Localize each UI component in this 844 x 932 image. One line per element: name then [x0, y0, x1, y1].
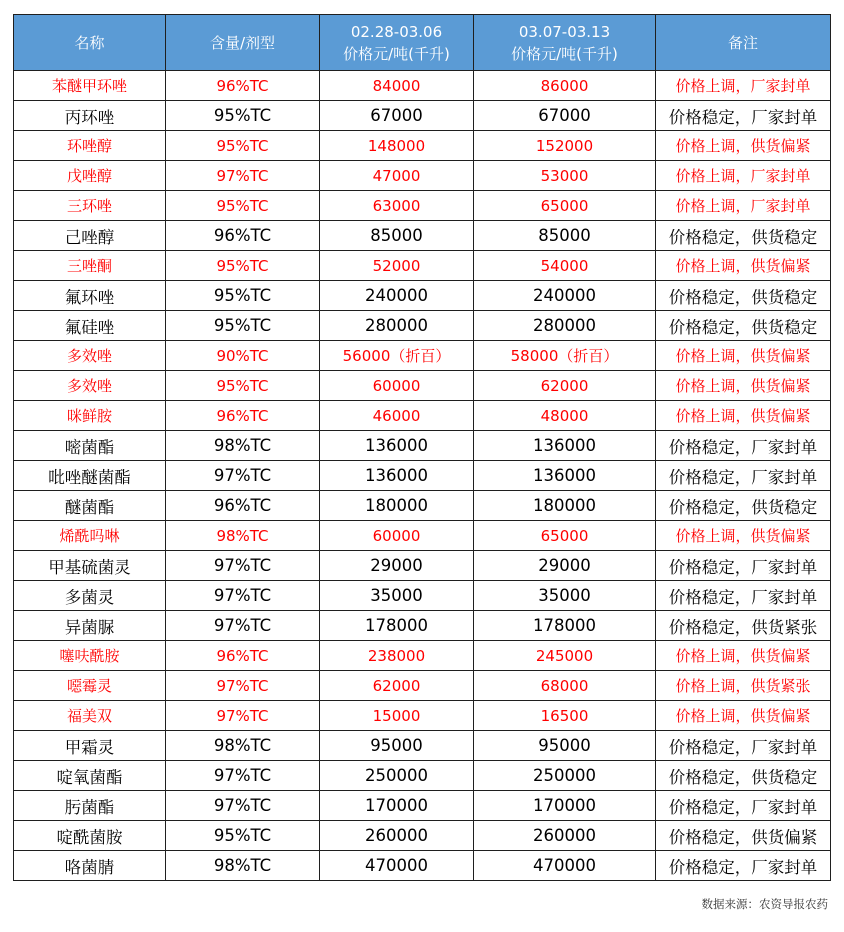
table-row [14, 701, 831, 731]
cell-note: 价格稳定，厂家封单 [656, 461, 831, 491]
cell-note: 价格上调，供货偏紧 [656, 131, 831, 161]
cell-price-week1: 136000 [320, 431, 474, 461]
table-row [14, 281, 831, 311]
cell-note: 价格稳定，供货稳定 [656, 281, 831, 311]
cell-price-week2: 16500 [474, 701, 656, 731]
cell-note: 价格稳定，供货偏紧 [656, 821, 831, 851]
header-price-week1: 02.28-03.06 价格元/吨(千升) [320, 15, 474, 71]
table-row [14, 101, 831, 131]
cell-spec: 95%TC [166, 251, 320, 281]
cell-name: 啶酰菌胺 [14, 821, 166, 851]
table-row [14, 431, 831, 461]
price-table [13, 14, 831, 881]
cell-note: 价格稳定，供货稳定 [656, 761, 831, 791]
cell-name: 噁霉灵 [14, 671, 166, 701]
cell-name: 氟环唑 [14, 281, 166, 311]
cell-name: 咯菌腈 [14, 851, 166, 881]
header-price-week2: 03.07-03.13 价格元/吨(千升) [474, 15, 656, 71]
cell-price-week1: 470000 [320, 851, 474, 881]
cell-name: 多菌灵 [14, 581, 166, 611]
cell-price-week2: 250000 [474, 761, 656, 791]
cell-spec: 95%TC [166, 131, 320, 161]
cell-spec: 95%TC [166, 371, 320, 401]
cell-note: 价格上调，供货偏紧 [656, 251, 831, 281]
cell-name: 肟菌酯 [14, 791, 166, 821]
cell-price-week2: 280000 [474, 311, 656, 341]
cell-spec: 98%TC [166, 851, 320, 881]
table-row [14, 341, 831, 371]
cell-price-week2: 178000 [474, 611, 656, 641]
cell-note: 价格稳定，供货稳定 [656, 221, 831, 251]
cell-price-week1: 56000（折百） [320, 341, 474, 371]
cell-price-week2: 136000 [474, 461, 656, 491]
cell-spec: 90%TC [166, 341, 320, 371]
cell-price-week2: 245000 [474, 641, 656, 671]
cell-price-week2: 65000 [474, 191, 656, 221]
cell-spec: 97%TC [166, 791, 320, 821]
cell-price-week1: 136000 [320, 461, 474, 491]
table-row [14, 611, 831, 641]
cell-note: 价格稳定，厂家封单 [656, 101, 831, 131]
table-row [14, 821, 831, 851]
cell-name: 三唑酮 [14, 251, 166, 281]
cell-note: 价格稳定，厂家封单 [656, 581, 831, 611]
cell-note: 价格上调，厂家封单 [656, 191, 831, 221]
cell-note: 价格稳定，厂家封单 [656, 431, 831, 461]
cell-price-week1: 85000 [320, 221, 474, 251]
cell-name: 三环唑 [14, 191, 166, 221]
cell-name: 戊唑醇 [14, 161, 166, 191]
cell-name: 丙环唑 [14, 101, 166, 131]
table-row [14, 131, 831, 161]
cell-note: 价格上调，厂家封单 [656, 71, 831, 101]
cell-name: 嘧菌酯 [14, 431, 166, 461]
table-row [14, 191, 831, 221]
cell-spec: 95%TC [166, 821, 320, 851]
cell-spec: 97%TC [166, 581, 320, 611]
cell-spec: 97%TC [166, 701, 320, 731]
cell-spec: 97%TC [166, 761, 320, 791]
cell-price-week1: 170000 [320, 791, 474, 821]
table-row [14, 551, 831, 581]
table-row [14, 401, 831, 431]
cell-price-week2: 180000 [474, 491, 656, 521]
cell-price-week2: 53000 [474, 161, 656, 191]
cell-note: 价格上调，供货偏紧 [656, 341, 831, 371]
cell-price-week2: 67000 [474, 101, 656, 131]
cell-spec: 96%TC [166, 221, 320, 251]
cell-name: 异菌脲 [14, 611, 166, 641]
cell-spec: 97%TC [166, 671, 320, 701]
cell-name: 多效唑 [14, 371, 166, 401]
cell-price-week1: 60000 [320, 371, 474, 401]
table-row [14, 641, 831, 671]
cell-price-week1: 67000 [320, 101, 474, 131]
cell-note: 价格上调，供货偏紧 [656, 401, 831, 431]
cell-spec: 95%TC [166, 311, 320, 341]
cell-price-week1: 29000 [320, 551, 474, 581]
header-note: 备注 [656, 15, 831, 71]
cell-name: 吡唑醚菌酯 [14, 461, 166, 491]
cell-name: 氟硅唑 [14, 311, 166, 341]
cell-price-week1: 240000 [320, 281, 474, 311]
table-row [14, 221, 831, 251]
table-row [14, 71, 831, 101]
cell-price-week2: 260000 [474, 821, 656, 851]
header-spec: 含量/剂型 [166, 15, 320, 71]
cell-price-week2: 152000 [474, 131, 656, 161]
table-row [14, 461, 831, 491]
cell-note: 价格上调，供货紧张 [656, 671, 831, 701]
cell-price-week1: 35000 [320, 581, 474, 611]
cell-spec: 97%TC [166, 551, 320, 581]
cell-price-week2: 65000 [474, 521, 656, 551]
cell-note: 价格上调，供货偏紧 [656, 371, 831, 401]
cell-note: 价格稳定，厂家封单 [656, 551, 831, 581]
cell-price-week1: 47000 [320, 161, 474, 191]
cell-price-week2: 136000 [474, 431, 656, 461]
cell-note: 价格上调，供货偏紧 [656, 641, 831, 671]
table-row [14, 761, 831, 791]
table-row [14, 521, 831, 551]
cell-name: 甲霜灵 [14, 731, 166, 761]
cell-price-week2: 95000 [474, 731, 656, 761]
table-row [14, 581, 831, 611]
table-row [14, 311, 831, 341]
cell-note: 价格稳定，供货紧张 [656, 611, 831, 641]
cell-price-week1: 62000 [320, 671, 474, 701]
cell-spec: 97%TC [166, 461, 320, 491]
cell-price-week2: 48000 [474, 401, 656, 431]
cell-price-week2: 35000 [474, 581, 656, 611]
cell-spec: 95%TC [166, 101, 320, 131]
cell-spec: 95%TC [166, 191, 320, 221]
cell-name: 多效唑 [14, 341, 166, 371]
cell-price-week2: 54000 [474, 251, 656, 281]
cell-note: 价格稳定，厂家封单 [656, 731, 831, 761]
table-row [14, 251, 831, 281]
cell-name: 福美双 [14, 701, 166, 731]
table-row [14, 371, 831, 401]
cell-price-week2: 62000 [474, 371, 656, 401]
cell-price-week2: 170000 [474, 791, 656, 821]
cell-price-week1: 238000 [320, 641, 474, 671]
data-source-note: 数据来源：农资导报农药 [701, 897, 828, 911]
table-row [14, 791, 831, 821]
cell-note: 价格上调，厂家封单 [656, 161, 831, 191]
cell-spec: 98%TC [166, 521, 320, 551]
cell-note: 价格稳定，厂家封单 [656, 791, 831, 821]
cell-price-week1: 148000 [320, 131, 474, 161]
cell-name: 甲基硫菌灵 [14, 551, 166, 581]
cell-note: 价格稳定，厂家封单 [656, 851, 831, 881]
table-body [14, 71, 831, 881]
cell-spec: 96%TC [166, 641, 320, 671]
cell-name: 咪鲜胺 [14, 401, 166, 431]
cell-name: 醚菌酯 [14, 491, 166, 521]
cell-name: 啶氧菌酯 [14, 761, 166, 791]
cell-price-week2: 86000 [474, 71, 656, 101]
cell-price-week1: 84000 [320, 71, 474, 101]
cell-price-week1: 52000 [320, 251, 474, 281]
cell-note: 价格上调，供货偏紧 [656, 521, 831, 551]
cell-price-week2: 29000 [474, 551, 656, 581]
cell-note: 价格上调，供货偏紧 [656, 701, 831, 731]
cell-price-week2: 68000 [474, 671, 656, 701]
cell-name: 噻呋酰胺 [14, 641, 166, 671]
cell-spec: 97%TC [166, 611, 320, 641]
cell-price-week1: 15000 [320, 701, 474, 731]
cell-price-week1: 260000 [320, 821, 474, 851]
cell-price-week1: 280000 [320, 311, 474, 341]
cell-price-week1: 180000 [320, 491, 474, 521]
cell-note: 价格稳定，供货稳定 [656, 311, 831, 341]
cell-price-week1: 63000 [320, 191, 474, 221]
cell-spec: 96%TC [166, 71, 320, 101]
cell-price-week2: 58000（折百） [474, 341, 656, 371]
cell-spec: 96%TC [166, 491, 320, 521]
cell-name: 苯醚甲环唑 [14, 71, 166, 101]
cell-name: 烯酰吗啉 [14, 521, 166, 551]
cell-note: 价格稳定，供货稳定 [656, 491, 831, 521]
cell-spec: 96%TC [166, 401, 320, 431]
cell-name: 己唑醇 [14, 221, 166, 251]
cell-price-week1: 250000 [320, 761, 474, 791]
cell-price-week1: 95000 [320, 731, 474, 761]
header-row [14, 15, 831, 71]
cell-name: 环唑醇 [14, 131, 166, 161]
cell-price-week1: 60000 [320, 521, 474, 551]
cell-price-week2: 240000 [474, 281, 656, 311]
cell-price-week2: 85000 [474, 221, 656, 251]
header-name: 名称 [14, 15, 166, 71]
table-row [14, 161, 831, 191]
cell-price-week1: 46000 [320, 401, 474, 431]
table-row [14, 851, 831, 881]
cell-spec: 95%TC [166, 281, 320, 311]
cell-price-week1: 178000 [320, 611, 474, 641]
table-row [14, 671, 831, 701]
table-row [14, 491, 831, 521]
table-row [14, 731, 831, 761]
cell-price-week2: 470000 [474, 851, 656, 881]
cell-spec: 98%TC [166, 731, 320, 761]
cell-spec: 98%TC [166, 431, 320, 461]
cell-spec: 97%TC [166, 161, 320, 191]
